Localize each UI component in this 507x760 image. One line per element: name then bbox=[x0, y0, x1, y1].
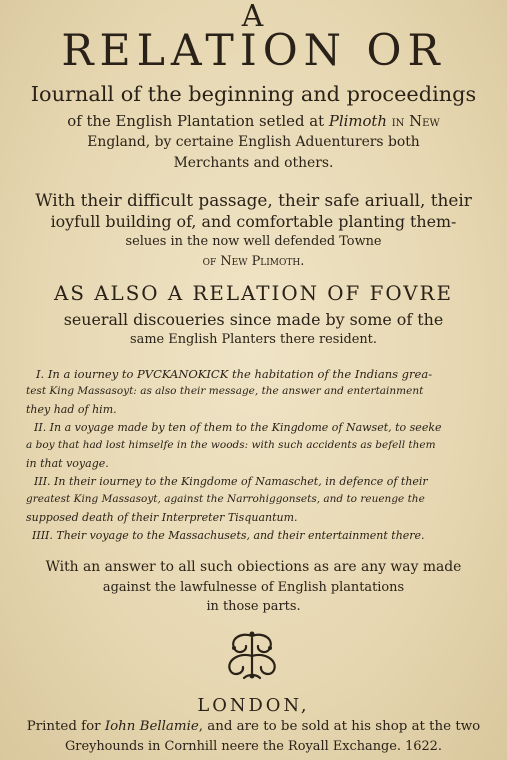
title-subtitle-4: Merchants and others. bbox=[173, 155, 334, 171]
also-line-3: same English Planters there resident. bbox=[130, 332, 377, 347]
title-main: RELATION OR bbox=[61, 26, 446, 76]
also-heading: AS ALSO A RELATION OF FOVRE bbox=[54, 282, 453, 305]
item-3-line-3: supposed death of their Interpreter Tisquantum. bbox=[26, 511, 298, 524]
subtitle-2-text-c: in New bbox=[386, 112, 440, 130]
title-subtitle-2 bbox=[0, 114, 507, 129]
imprint-printer-name: Iohn Bellamie bbox=[104, 719, 199, 734]
item-2-line-2: a boy that had lost himselfe in the woods: with such accidents as befell them bbox=[26, 439, 436, 451]
item-4-line-1: IIII. Their voyage to the Massachusets, and their entertainment there. bbox=[32, 529, 425, 542]
title-subtitle-3: England, by certaine English Aduenturers both bbox=[87, 134, 420, 150]
passage-line-4: of New Plimoth. bbox=[202, 254, 305, 269]
imprint-printed-for: Printed for bbox=[26, 719, 105, 734]
imprint-sold-at: , and are to be sold at his shop at the two bbox=[198, 719, 481, 734]
imprint-line-2: Greyhounds in Cornhill neere the Royall Exchange. 1622. bbox=[65, 739, 442, 754]
fleuron-ornament-icon bbox=[220, 630, 284, 682]
item-1-line-1: I. In a iourney to PVCKANOKICK the habitation of the Indians grea- bbox=[36, 367, 433, 381]
passage-line-2: ioyfull building of, and comfortable planting them- bbox=[50, 212, 457, 231]
item-3-line-1: III. In their iourney to the Kingdome of Namaschet, in defence of their bbox=[34, 475, 428, 488]
item-3-line-2: greatest King Massasoyt, against the Narrohiggonsets, and to reuenge the bbox=[26, 493, 425, 505]
title-letter-a: A bbox=[241, 0, 266, 34]
item-1-line-3: they had of him. bbox=[26, 403, 117, 416]
answer-line-3: in those parts. bbox=[206, 599, 301, 614]
passage-line-3: selues in the now well defended Towne bbox=[125, 234, 382, 249]
imprint-city: LONDON, bbox=[197, 695, 310, 716]
item-2-line-1: II. In a voyage made by ten of them to the Kingdome of Nawset, to seeke bbox=[34, 421, 442, 434]
imprint-line-1 bbox=[0, 720, 507, 733]
item-2-line-3: in that voyage. bbox=[26, 457, 109, 470]
answer-line-1: With an answer to all such obiections as are any way made bbox=[45, 559, 462, 575]
title-subtitle-1: Iournall of the beginning and proceedings bbox=[30, 82, 477, 106]
also-line-2: seuerall discoueries since made by some of the bbox=[63, 310, 444, 329]
passage-line-1: With their difficult passage, their safe ariuall, their bbox=[35, 190, 472, 210]
answer-line-2: against the lawfulnesse of English plantations bbox=[102, 580, 405, 595]
item-1-line-2: test King Massasoyt: as also their message, the answer and entertainment bbox=[26, 385, 424, 397]
subtitle-2-place: Plimoth bbox=[328, 112, 387, 130]
subtitle-2-text-a: of the English Plantation setled at bbox=[67, 112, 329, 130]
